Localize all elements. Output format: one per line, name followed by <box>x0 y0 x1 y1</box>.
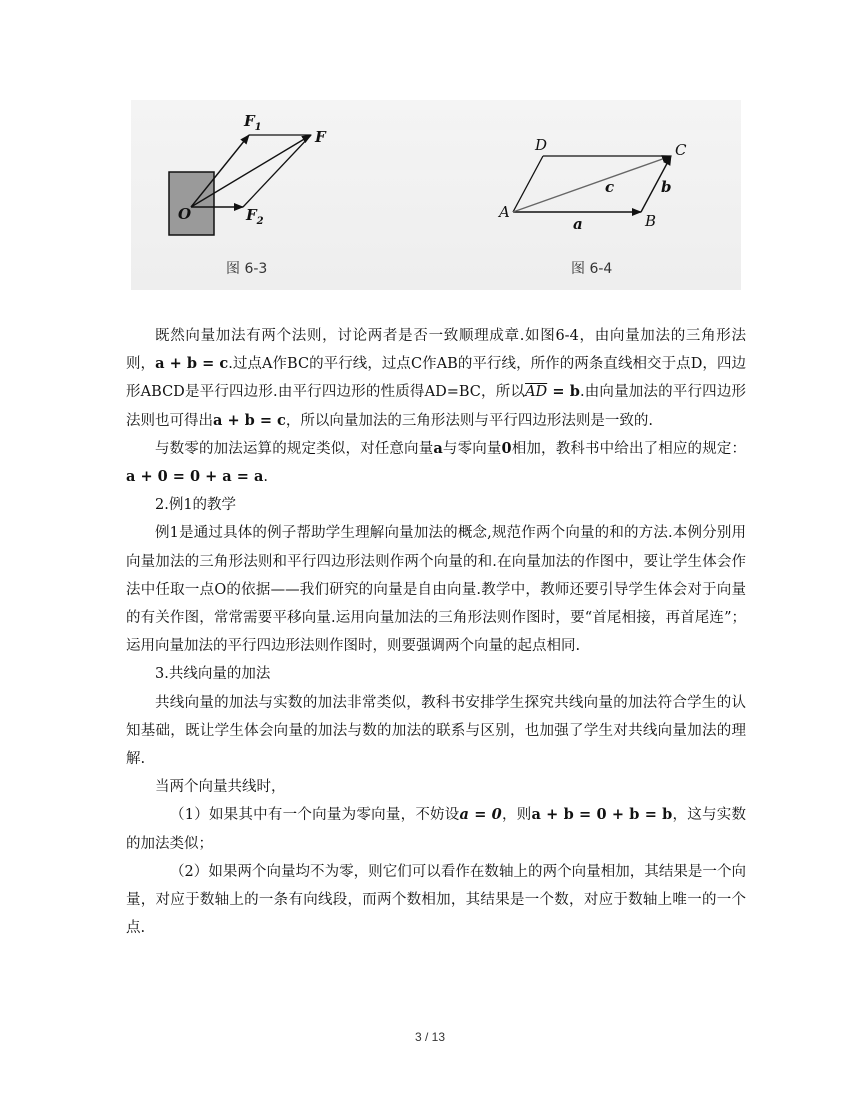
caption-fig-6-4: 图 6-4 <box>571 261 613 277</box>
edge-f2-f <box>243 135 311 207</box>
label-a: a <box>573 215 583 233</box>
vector-AD: $\overline{AD}$ <box>525 384 548 401</box>
label-b: b <box>661 178 672 196</box>
paragraph-4: 共线向量的加法与实数的加法非常类似，教科书安排学生探究共线向量的加法符合学生的认知基础，既让学生体会向量的加法与数的加法的联系与区别，也加强了学生对共线向量加法的理解. <box>126 694 746 768</box>
paragraph-6: （1）如果其中有一个向量为零向量，不妨设a = 0，则a + b = 0 + b = b，这与实数的加法类似； <box>126 806 747 852</box>
equation: a + b = c <box>213 411 286 429</box>
label-F2: $F_2$ <box>246 206 264 227</box>
figure-6-3 <box>169 112 327 235</box>
paragraph-5: 当两个向量共线时， <box>155 779 286 796</box>
label-D: D <box>535 136 548 154</box>
box-object <box>169 172 214 235</box>
label-F1: $F_1$ <box>244 112 262 133</box>
caption-fig-6-3: 图 6-3 <box>226 261 268 277</box>
paragraph-1: 既然向量加法有两个法则，讨论两者是否一致顺理成章.如图6-4，由向量加法的三角形法则，a + b = c.过点A作BC的平行线，过点C作AB的平行线，所作的两条直线相交于点D，四边形ABCD是平行四边形.由平行四边形的性质得AD=BC，所以$\overline{AD} = b$.由向量加法的平行四边形法则也可得出a + b = c，所以向量加法的三角形法则与平行四边形法则是一致的. <box>126 328 746 429</box>
equation: a + b = 0 + b = b <box>531 806 673 824</box>
figure-panel <box>131 100 741 290</box>
equation: a + b = c <box>155 355 229 373</box>
label-B: B <box>645 212 657 230</box>
paragraph-2: 与数零的加法运算的规定类似，对任意向量a与零向量0相加，教科书中给出了相应的规定：a + 0 = 0 + a = a. <box>126 439 747 486</box>
vector-f1 <box>191 135 249 207</box>
label-F: F <box>315 128 326 146</box>
label-O: O <box>178 205 192 223</box>
vector-c <box>513 156 671 212</box>
label-A: A <box>499 203 510 221</box>
body-text <box>126 322 746 942</box>
label-C: C <box>675 141 687 159</box>
equation: a = 0 <box>459 806 502 824</box>
paragraph-7: （2）如果两个向量均不为零，则它们可以看作在数轴上的两个向量相加，其结果是一个向量，对应于数轴上的一条有向线段，而两个数相加，其结果是一个数，对应于数轴上唯一的一个点. <box>126 863 746 937</box>
page-number: 3 / 13 <box>414 1030 446 1044</box>
paragraph-3: 例1是通过具体的例子帮助学生理解向量加法的概念,规范作两个向量的和的方法.本例分别用向量加法的三角形法则和平行四边形法则作两个向量的和.在向量加法的作图中，要让学生体会作法中任取一点O的依据——我们研究的向量是自由向量.教学中，教师还要引导学生体会对于向量的有关作图，常常需要平移向量.运用向量加法的三角形法则作图时，要“首尾相接，再首尾连”；运用向量加法的平行四边形法则作图时，则要强调两个向量的起点相同. <box>126 525 746 655</box>
figure-6-4 <box>497 136 687 233</box>
vector-f <box>191 135 311 207</box>
section-heading-2: 2.例1的教学 <box>155 497 237 514</box>
figures-svg <box>131 100 741 290</box>
section-heading-3: 3.共线向量的加法 <box>155 666 271 683</box>
equation: a + 0 = 0 + a = a <box>126 468 264 486</box>
label-c: c <box>605 178 615 196</box>
